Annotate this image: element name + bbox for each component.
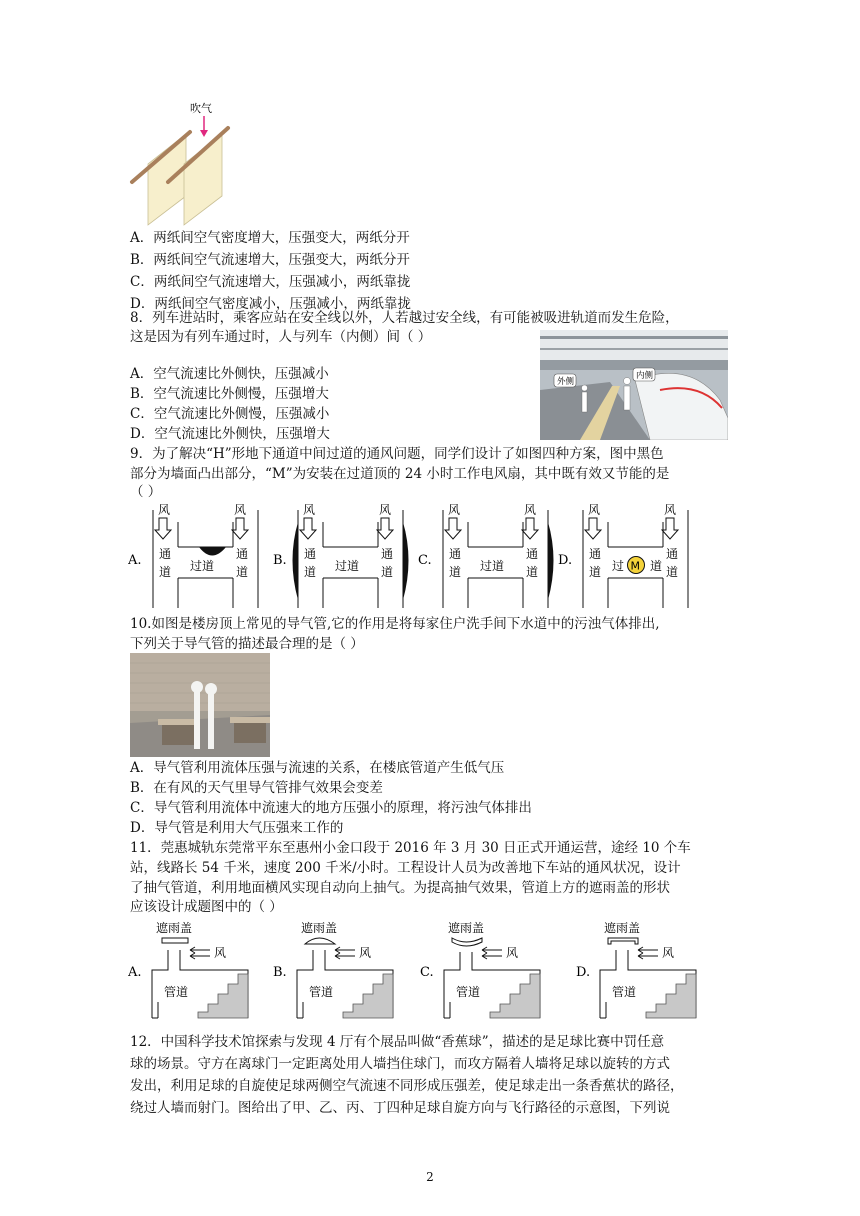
train-station-photo: [540, 330, 728, 440]
q8-option-c: C．空气流速比外侧慢，压强减小: [130, 406, 330, 422]
svg-text:道: 道: [526, 565, 539, 579]
q11-diagrams: [128, 914, 708, 1026]
q10-option-c: C．导气管利用流体中流速大的地方压强小的原理，将污浊气体排出: [130, 800, 532, 816]
svg-text:D.: D.: [576, 965, 591, 980]
svg-text:道: 道: [236, 565, 249, 579]
paper-right: [184, 134, 222, 225]
q9-stem-line1: 9．为了解决“H”形地下通道中间过道的通风问题，同学们设计了如图四种方案，图中黑色: [130, 446, 664, 462]
svg-text:风: 风: [448, 503, 461, 517]
q11-stem-line2: 站，线路长 54 千米，速度 200 千米/小时。工程设计人员为改善地下车站的通风状况，设计: [130, 860, 681, 876]
svg-text:D.: D.: [558, 553, 573, 568]
svg-text:通: 通: [236, 547, 249, 561]
svg-text:C.: C.: [418, 553, 432, 568]
svg-text:风: 风: [588, 503, 601, 517]
svg-text:风: 风: [359, 946, 372, 960]
q10-option-d: D．导气管是利用大气压强来工作的: [130, 820, 344, 836]
q10-option-b: B．在有风的天气里导气管排气效果会变差: [130, 780, 383, 796]
q7-option-d: D．两纸间空气密度减小，压强减小，两纸靠拢: [130, 296, 411, 312]
paper-left: [148, 134, 186, 225]
q11-diagram-a: [128, 921, 248, 1018]
svg-text:风: 风: [379, 503, 392, 517]
q12-line1: 12．中国科学技术馆探索与发现 4 厅有个展品叫做“香蕉球”，描述的是足球比赛中罚任意: [130, 1034, 665, 1050]
q12-line4: 绕过人墙而射门。图给出了甲、乙、丙、丁四种足球自旋方向与飞行路径的示意图，下列说: [130, 1100, 670, 1116]
q9-stem-line3: （ ）: [130, 484, 162, 500]
svg-text:通: 通: [304, 547, 317, 561]
q10-option-a: A．导气管利用流体压强与流速的关系，在楼底管道产生低气压: [130, 760, 505, 776]
page-number: 2: [426, 1170, 434, 1184]
svg-text:道: 道: [666, 565, 679, 579]
q10-stem-line1: 10.如图是楼房顶上常见的导气管,它的作用是将每家住户洗手间下水道中的污浊气体排出,: [130, 616, 660, 632]
svg-text:通: 通: [449, 547, 462, 561]
q7-option-a: A．两纸间空气密度增大，压强变大，两纸分开: [130, 230, 410, 246]
svg-text:管道: 管道: [612, 985, 637, 999]
blow-arrow-head-icon: [200, 130, 208, 137]
blow-label: 吹气: [190, 102, 212, 115]
svg-text:道: 道: [650, 559, 663, 573]
q9-diagrams: [128, 500, 698, 610]
q9-diagram-b: [273, 503, 409, 608]
photo-label-inner: 内侧: [636, 371, 654, 381]
svg-text:风: 风: [662, 946, 675, 960]
svg-text:风: 风: [506, 946, 519, 960]
q11-stem-line1: 11．莞惠城轨东莞常平东至惠州小金口段于 2016 年 3 月 30 日正式开通运营，途经 10 个车: [130, 840, 691, 856]
svg-text:通: 通: [666, 547, 679, 561]
svg-text:B.: B.: [273, 965, 287, 980]
svg-text:遮雨盖: 遮雨盖: [448, 921, 485, 935]
svg-text:管道: 管道: [456, 985, 481, 999]
q9-diagram-c: [418, 503, 554, 608]
svg-text:风: 风: [214, 946, 227, 960]
q8-stem-line2: 这是因为有列车通过时，人与列车（内侧）间（ ）: [130, 329, 432, 345]
q12-line2: 球的场景。守方在离球门一定距离处用人墙挡住球门，而攻方隔着人墙将足球以旋转的方式: [130, 1056, 670, 1072]
svg-text:遮雨盖: 遮雨盖: [301, 921, 338, 935]
q9-diagram-a: [128, 503, 258, 608]
q9-stem-line2: 部分为墙面凸出部分，“M”为安装在过道顶的 24 小时工作电风扇，其中既有效又节能的是: [130, 466, 670, 482]
svg-text:A.: A.: [128, 965, 142, 980]
q11-stem-line3: 了抽气管道，利用地面横风实现自动向上抽气。为提高抽气效果，管道上方的遮雨盖的形状: [130, 880, 670, 896]
q11-stem-line4: 应该设计成题图中的（ ）: [130, 899, 283, 915]
svg-text:道: 道: [381, 565, 394, 579]
svg-text:道: 道: [304, 565, 317, 579]
rooftop-vent-photo: [130, 653, 270, 757]
svg-text:风: 风: [524, 503, 537, 517]
svg-text:风: 风: [234, 503, 247, 517]
svg-text:管道: 管道: [309, 985, 334, 999]
q8-stem-line1: 8．列车进站时，乘客应站在安全线以外，人若越过安全线，有可能被吸进轨道而发生危险，: [130, 310, 679, 326]
q11-diagram-d: [576, 921, 696, 1018]
svg-text:道: 道: [159, 565, 172, 579]
q7-option-b: B．两纸间空气流速增大，压强变大，两纸分开: [130, 252, 410, 268]
svg-text:通: 通: [159, 547, 172, 561]
q7-option-c: C．两纸间空气流速增大，压强减小，两纸靠拢: [130, 274, 411, 290]
q12-line3: 发出，利用足球的自旋使足球两侧空气流速不同形成压强差，使足球走出一条香蕉状的路径，: [130, 1078, 684, 1094]
svg-text:过道: 过道: [190, 559, 215, 573]
q11-diagram-c: [420, 921, 540, 1018]
q8-option-b: B．空气流速比外侧慢，压强增大: [130, 386, 329, 402]
svg-text:C.: C.: [420, 965, 434, 980]
svg-text:遮雨盖: 遮雨盖: [604, 921, 641, 935]
svg-text:过道: 过道: [335, 559, 360, 573]
q8-option-d: D．空气流速比外侧快，压强增大: [130, 426, 330, 442]
svg-text:B.: B.: [273, 553, 287, 568]
svg-text:通: 通: [381, 547, 394, 561]
svg-text:M: M: [630, 559, 640, 573]
svg-text:通: 通: [526, 547, 539, 561]
q9-diagram-d: [558, 503, 688, 608]
svg-text:道: 道: [449, 565, 462, 579]
svg-text:通: 通: [589, 547, 602, 561]
svg-text:道: 道: [589, 565, 602, 579]
svg-text:管道: 管道: [164, 985, 189, 999]
svg-text:过: 过: [612, 559, 625, 573]
svg-text:遮雨盖: 遮雨盖: [156, 921, 193, 935]
svg-text:风: 风: [664, 503, 677, 517]
q8-option-a: A．空气流速比外侧快，压强减小: [130, 366, 329, 382]
svg-text:A.: A.: [128, 553, 142, 568]
paper-blowing-figure: [128, 98, 238, 228]
photo-label-outer: 外侧: [557, 377, 575, 387]
q11-diagram-b: [273, 921, 393, 1018]
svg-text:风: 风: [158, 503, 171, 517]
svg-text:风: 风: [303, 503, 316, 517]
svg-text:过道: 过道: [480, 559, 505, 573]
q10-stem-line2: 下列关于导气管的描述最合理的是（ ）: [130, 636, 364, 652]
